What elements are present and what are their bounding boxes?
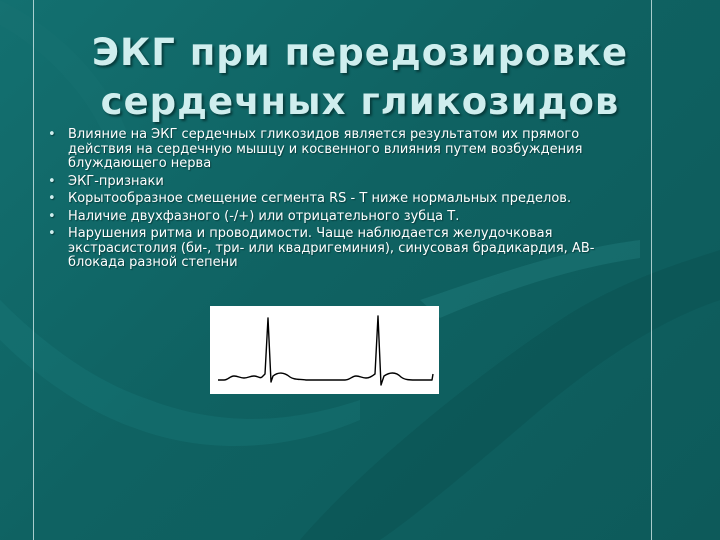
list-item bbox=[48, 128, 638, 172]
bullet-text: Корытообразное смещение сегмента RS - T ниже нормальных пределов. bbox=[68, 191, 572, 206]
bullet-icon: • bbox=[48, 208, 56, 224]
slide-title: ЭКГ при передозировке сердечных гликозидов bbox=[91, 31, 629, 123]
bullet-icon: • bbox=[48, 226, 56, 241]
bullet-icon: • bbox=[48, 127, 56, 142]
bullet-icon: • bbox=[48, 191, 56, 206]
ecg-trace-icon bbox=[210, 306, 439, 394]
bullet-text: ЭКГ-признаки bbox=[68, 173, 164, 189]
bullet-icon: • bbox=[48, 173, 56, 189]
ecg-image bbox=[210, 306, 439, 394]
list-item bbox=[48, 175, 638, 190]
left-divider-line bbox=[33, 0, 34, 540]
bullet-list bbox=[48, 128, 638, 274]
bullet-text: Влияние на ЭКГ сердечных гликозидов является результатом их прямого действия на сердечную мышцу и косвенного влияния путем возбуждения блуждающего нерва bbox=[68, 127, 583, 171]
list-item bbox=[48, 227, 638, 271]
list-item bbox=[48, 210, 638, 225]
list-item bbox=[48, 192, 638, 207]
bullet-text: Нарушения ритма и проводимости. Чаще наблюдается желудочковая экстрасистолия (би-, три- или квадригеминия), синусовая брадикардия, АВ-блокада разной степени bbox=[68, 226, 595, 270]
bullet-text: Наличие двухфазного (-/+) или отрицательного зубца Т. bbox=[68, 208, 460, 224]
